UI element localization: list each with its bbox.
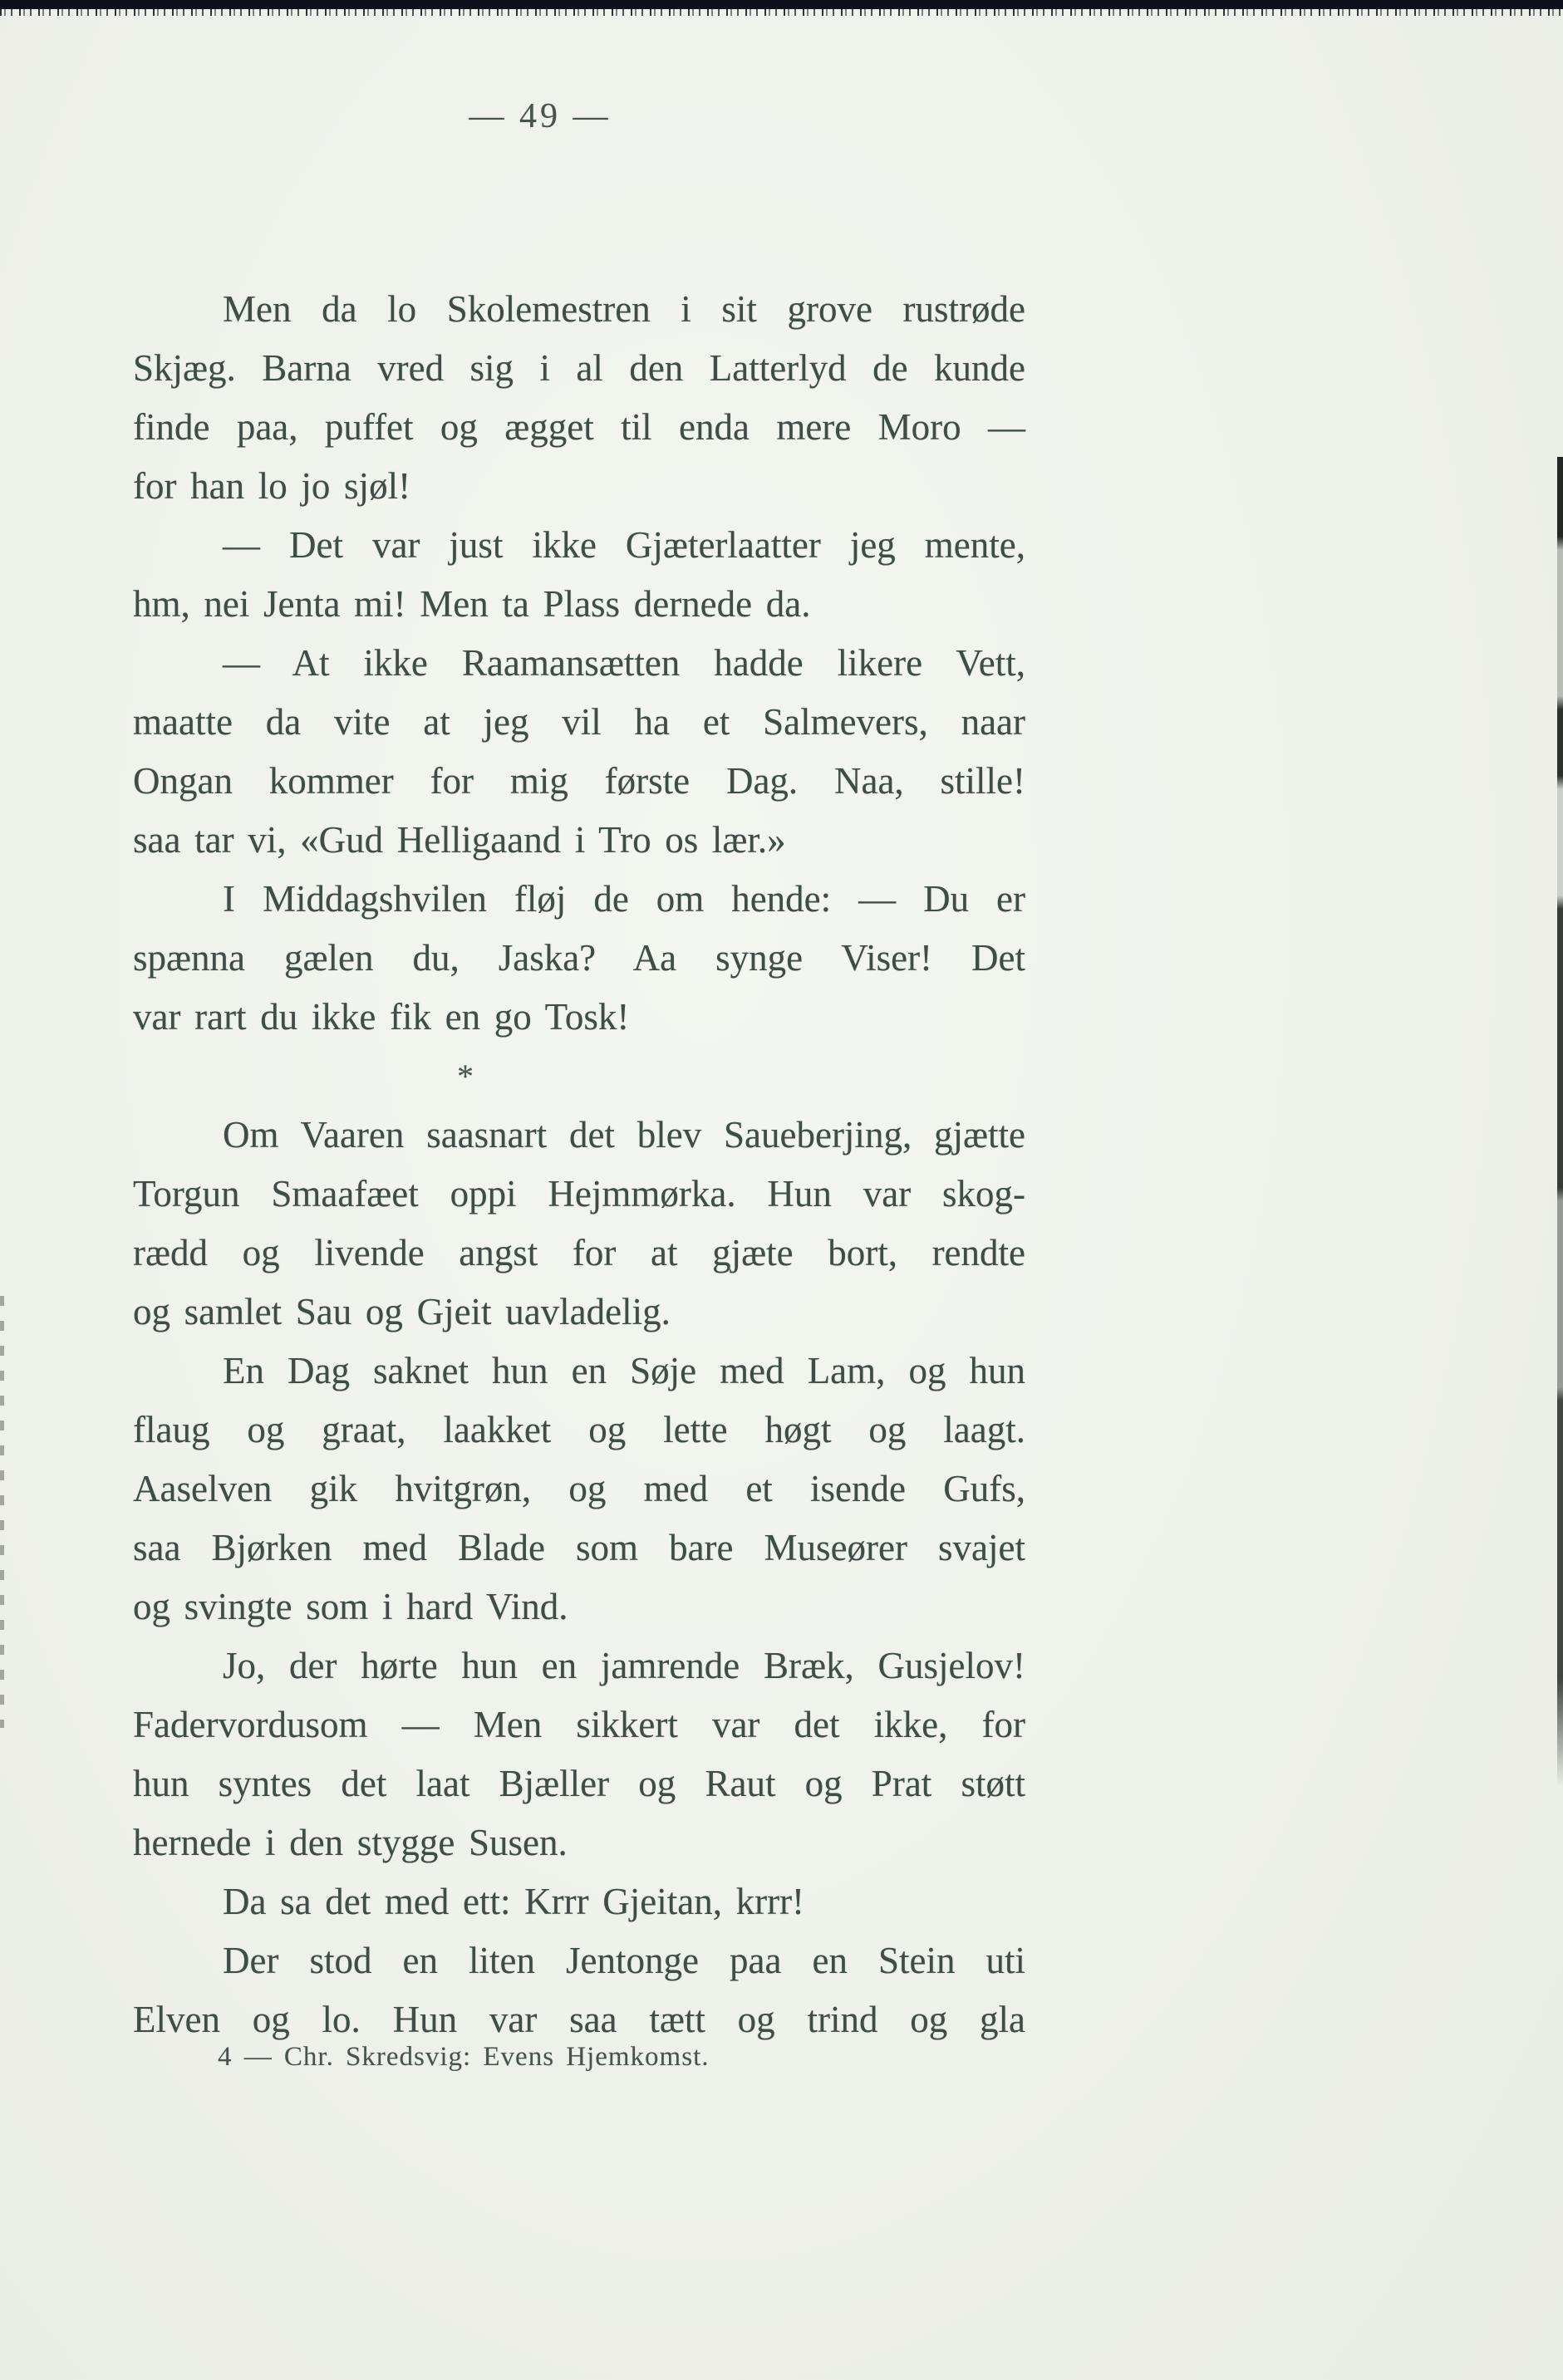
text-line: og svingte som i hard Vind. (133, 1586, 568, 1627)
text-line: Aaselven gik hvitgrøn, og med et isende Gufs, (133, 1468, 1025, 1509)
text-line: Skjæg. Barna vred sig i al den Latterlyd de kunde (133, 347, 1025, 389)
text-line: Fadervordusom — Men sikkert var det ikke, for (133, 1704, 1025, 1745)
text-line: for han lo jo sjøl! (133, 465, 411, 507)
text-line: saa tar vi, «Gud Helligaand i Tro os lær.» (133, 819, 786, 861)
text-line: Elven og lo. Hun var saa tætt og trind og gla (133, 1999, 1025, 2040)
text-line: Ongan kommer for mig første Dag. Naa, stille! (133, 760, 1025, 802)
text-line: En Dag saknet hun en Søje med Lam, og hun (223, 1350, 1025, 1391)
text-line: finde paa, puffet og ægget til enda mere Moro — (133, 406, 1025, 448)
text-line: — At ikke Raamansætten hadde likere Vett, (223, 642, 1025, 684)
text-line: hm, nei Jenta mi! Men ta Plass dernede da. (133, 583, 811, 625)
text-line: og samlet Sau og Gjeit uavladelig. (133, 1291, 671, 1332)
scan-edge-artifact-left (0, 1296, 4, 1728)
text-line: Torgun Smaafæet oppi Hejmmørka. Hun var skog- (133, 1173, 1025, 1215)
text-line: flaug og graat, laakket og lette høgt og laagt. (133, 1409, 1025, 1450)
body-text (133, 280, 1025, 2049)
section-separator-asterisk: * (457, 1058, 474, 1095)
page-number: — 49 — (469, 97, 612, 135)
text-line: Der stod en liten Jentonge paa en Stein uti (223, 1940, 1025, 1981)
scan-edge-artifact-right (1557, 457, 1563, 1786)
text-line: Men da lo Skolemestren i sit grove rustrøde (223, 288, 1025, 330)
text-line: hun syntes det laat Bjæller og Raut og Prat støtt (133, 1763, 1025, 1804)
text-line: maatte da vite at jeg vil ha et Salmevers, naar (133, 701, 1025, 743)
text-line: spænna gælen du, Jaska? Aa synge Viser! Det (133, 937, 1025, 979)
scan-edge-artifact-top (0, 0, 1563, 22)
text-line: I Middagshvilen fløj de om hende: — Du er (223, 878, 1025, 920)
text-line: Om Vaaren saasnart det blev Saueberjing, gjætte (223, 1114, 1025, 1156)
text-line: rædd og livende angst for at gjæte bort, rendte (133, 1232, 1025, 1273)
footnote: 4 — Chr. Skredsvig: Evens Hjemkomst. (218, 2042, 710, 2072)
text-line: saa Bjørken med Blade som bare Museører svajet (133, 1527, 1025, 1568)
text-line: var rart du ikke fik en go Tosk! (133, 996, 630, 1038)
text-line: Jo, der hørte hun en jamrende Bræk, Gusjelov! (223, 1645, 1025, 1686)
text-line: hernede i den stygge Susen. (133, 1822, 568, 1863)
text-line: Da sa det med ett: Krrr Gjeitan, krrr! (223, 1881, 805, 1922)
text-line: — Det var just ikke Gjæterlaatter jeg mente, (223, 524, 1025, 566)
